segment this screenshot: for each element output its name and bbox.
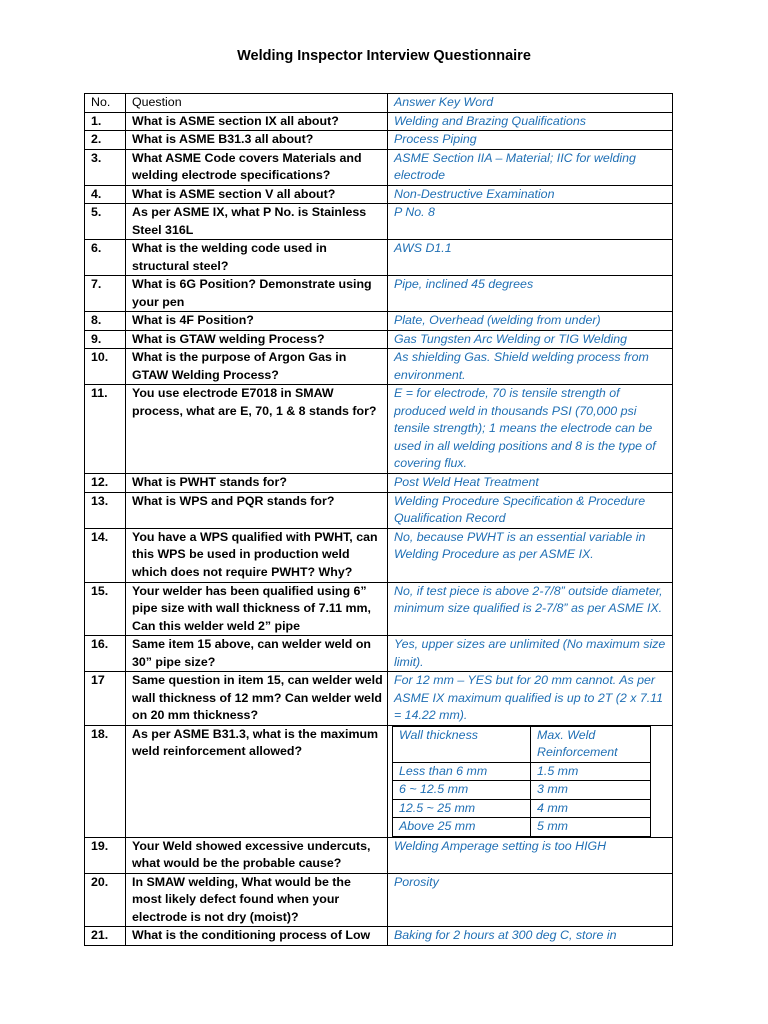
question-cell: Same question in item 15, can welder weld wall thickness of 12 mm? Can welder weld on 20 mm thickness? xyxy=(126,672,388,726)
answer-cell: AWS D1.1 xyxy=(388,240,673,276)
row-number: 14. xyxy=(85,528,126,582)
row-number: 19. xyxy=(85,837,126,873)
reinforcement-table xyxy=(392,726,651,837)
row-number: 1. xyxy=(85,112,126,131)
question-cell: What is 4F Position? xyxy=(126,312,388,331)
table-row xyxy=(85,131,673,150)
question-cell: You use electrode E7018 in SMAW process, what are E, 70, 1 & 8 stands for? xyxy=(126,385,388,474)
answer-cell: As shielding Gas. Shield welding process from environment. xyxy=(388,349,673,385)
row-number: 17 xyxy=(85,672,126,726)
question-cell: What is ASME section V all about? xyxy=(126,185,388,204)
max-reinforcement-value: 5 mm xyxy=(531,818,651,837)
table-row xyxy=(85,240,673,276)
max-reinforcement-header: Max. Weld Reinforcement xyxy=(531,726,651,762)
question-cell: What is ASME section IX all about? xyxy=(126,112,388,131)
row-number: 20. xyxy=(85,873,126,927)
row-number: 3. xyxy=(85,149,126,185)
question-cell: Same item 15 above, can welder weld on 30” pipe size? xyxy=(126,636,388,672)
answer-cell: Non-Destructive Examination xyxy=(388,185,673,204)
row-number: 4. xyxy=(85,185,126,204)
max-reinforcement-value: 4 mm xyxy=(531,799,651,818)
question-cell: What is the purpose of Argon Gas in GTAW Welding Process? xyxy=(126,349,388,385)
answer-cell: Porosity xyxy=(388,873,673,927)
answer-cell: Welding Amperage setting is too HIGH xyxy=(388,837,673,873)
question-cell: In SMAW welding, What would be the most likely defect found when your electrode is not dry (moist)? xyxy=(126,873,388,927)
reinforcement-row xyxy=(393,799,651,818)
row-number: 7. xyxy=(85,276,126,312)
wall-thickness-value: 12.5 ~ 25 mm xyxy=(393,799,531,818)
answer-cell: No, because PWHT is an essential variable in Welding Procedure as per ASME IX. xyxy=(388,528,673,582)
document-title: Welding Inspector Interview Questionnaire xyxy=(237,48,531,64)
question-cell: Your welder has been qualified using 6” pipe size with wall thickness of 7.11 mm, Can this welder weld 2” pipe xyxy=(126,582,388,636)
table-row xyxy=(85,330,673,349)
answer-cell: Plate, Overhead (welding from under) xyxy=(388,312,673,331)
table-row xyxy=(85,474,673,493)
table-row xyxy=(85,276,673,312)
reinforcement-row xyxy=(393,762,651,781)
row-number: 12. xyxy=(85,474,126,493)
question-cell: What is WPS and PQR stands for? xyxy=(126,492,388,528)
question-cell: As per ASME IX, what P No. is Stainless Steel 316L xyxy=(126,204,388,240)
table-row xyxy=(85,837,673,873)
question-cell: Your Weld showed excessive undercuts, what would be the probable cause? xyxy=(126,837,388,873)
question-cell: What is 6G Position? Demonstrate using your pen xyxy=(126,276,388,312)
question-cell: What is GTAW welding Process? xyxy=(126,330,388,349)
table-row xyxy=(85,528,673,582)
header-row xyxy=(85,94,673,113)
table-row xyxy=(85,185,673,204)
table-row xyxy=(85,672,673,726)
question-cell: What ASME Code covers Materials and welding electrode specifications? xyxy=(126,149,388,185)
question-cell: You have a WPS qualified with PWHT, can this WPS be used in production weld which does not require PWHT? Why? xyxy=(126,528,388,582)
row-number: 2. xyxy=(85,131,126,150)
answer-cell: Baking for 2 hours at 300 deg C, store in xyxy=(388,927,673,946)
answer-cell: Welding Procedure Specification & Procedure Qualification Record xyxy=(388,492,673,528)
table-row xyxy=(85,149,673,185)
question-cell: What is PWHT stands for? xyxy=(126,474,388,493)
max-reinforcement-value: 1.5 mm xyxy=(531,762,651,781)
question-cell: What is the conditioning process of Low xyxy=(126,927,388,946)
row-number: 18. xyxy=(85,725,126,837)
answer-cell: No, if test piece is above 2-7/8” outside diameter, minimum size qualified is 2-7/8” as per ASME IX. xyxy=(388,582,673,636)
answer-cell: Post Weld Heat Treatment xyxy=(388,474,673,493)
table-row xyxy=(85,204,673,240)
row-number: 8. xyxy=(85,312,126,331)
answer-cell: Pipe, inclined 45 degrees xyxy=(388,276,673,312)
header-answer: Answer Key Word xyxy=(388,94,673,113)
question-cell: What is the welding code used in structural steel? xyxy=(126,240,388,276)
row-number: 9. xyxy=(85,330,126,349)
row-number: 15. xyxy=(85,582,126,636)
table-row xyxy=(85,725,673,837)
answer-cell: E = for electrode, 70 is tensile strength of produced weld in thousands PSI (70,000 psi tensile strength); 1 means the electrode can be used in all welding positions and 8 is the type of covering flux. xyxy=(388,385,673,474)
table-row xyxy=(85,385,673,474)
answer-cell: Welding and Brazing Qualifications xyxy=(388,112,673,131)
reinforcement-header-row xyxy=(393,726,651,762)
row-number: 21. xyxy=(85,927,126,946)
reinforcement-row xyxy=(393,818,651,837)
row-number: 11. xyxy=(85,385,126,474)
table-row xyxy=(85,582,673,636)
table-row xyxy=(85,927,673,946)
table-row xyxy=(85,112,673,131)
wall-thickness-value: Above 25 mm xyxy=(393,818,531,837)
header-question: Question xyxy=(126,94,388,113)
wall-thickness-header: Wall thickness xyxy=(393,726,531,762)
answer-cell: For 12 mm – YES but for 20 mm cannot. As per ASME IX maximum qualified is up to 2T (2 x 7.11 = 14.22 mm). xyxy=(388,672,673,726)
answer-cell: ASME Section IIA – Material; IIC for welding electrode xyxy=(388,149,673,185)
answer-cell: Yes, upper sizes are unlimited (No maximum size limit). xyxy=(388,636,673,672)
question-cell: What is ASME B31.3 all about? xyxy=(126,131,388,150)
row-number: 13. xyxy=(85,492,126,528)
max-reinforcement-value: 3 mm xyxy=(531,781,651,800)
answer-cell: Process Piping xyxy=(388,131,673,150)
questionnaire-body xyxy=(85,94,673,946)
table-row xyxy=(85,492,673,528)
row-number: 6. xyxy=(85,240,126,276)
row-number: 10. xyxy=(85,349,126,385)
answer-cell: P No. 8 xyxy=(388,204,673,240)
wall-thickness-value: 6 ~ 12.5 mm xyxy=(393,781,531,800)
reinforcement-row xyxy=(393,781,651,800)
row-number: 5. xyxy=(85,204,126,240)
header-no: No. xyxy=(85,94,126,113)
question-cell: As per ASME B31.3, what is the maximum weld reinforcement allowed? xyxy=(126,725,388,837)
answer-cell xyxy=(388,725,673,837)
wall-thickness-value: Less than 6 mm xyxy=(393,762,531,781)
answer-cell: Gas Tungsten Arc Welding or TIG Welding xyxy=(388,330,673,349)
table-row xyxy=(85,312,673,331)
table-row xyxy=(85,349,673,385)
table-row xyxy=(85,636,673,672)
row-number: 16. xyxy=(85,636,126,672)
questionnaire-table xyxy=(84,93,673,946)
table-row xyxy=(85,873,673,927)
